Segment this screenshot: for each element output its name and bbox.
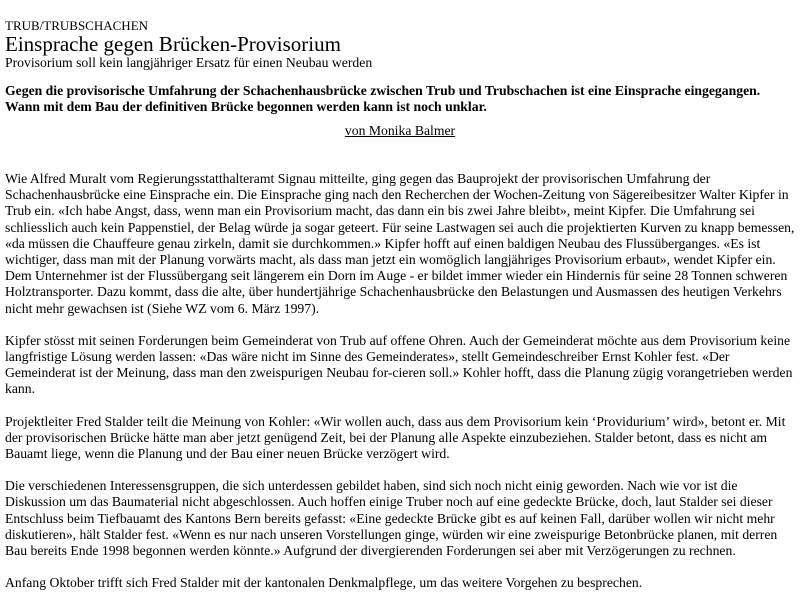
author-link[interactable]: von Monika Balmer [344,123,456,138]
article-paragraph-3: Projektleiter Fred Stalder teilt die Meinung von Kohler: «Wir wollen auch, dass aus dem Provisorium kein ‘Providurium’ wird», betont er. Mit der provisorischen Brücke hätte man aber jetzt genügend Zeit, bei der Planung alle Aspekte einzubeziehen. Stalder betont, dass es nicht am Bauamt liege, wenn die Planung und der Bau einer neuen Brücke verzögert wird. [5,413,786,462]
article-headline: Einsprache gegen Brücken-Provisorium [5,32,341,56]
article-paragraph-2: Kipfer stösst mit seinen Forderungen beim Gemeinderat von Trub auf offene Ohren. Auch der Gemeinderat möchte aus dem Provisorium keine langfristige Lösung werden lassen: «Das wäre nicht im Sinne des Gemeinderates», stellt Gemeindeschreiber Ernst Kohler fest. «Der Gemeinderat ist der Meinung, dass man den zweispurigen Neubau for-cieren soll.» Kohler hofft, dass die Planung zügig vorangetrieben werden kann. [5,332,793,397]
article-paragraph-1: Wie Alfred Muralt vom Regierungsstatthalteramt Signau mitteilte, ging gegen das Bauprojekt der provisorischen Umfahrung der Schachenhausbrücke eine Einsprache ein. Die Einsprache ging nach den Recherchen der Wochen-Zeitung von Sägereibesitzer Walter Kipfer in Trub ein. «Ich habe Angst, dass, wenn man ein Provisorium macht, das dann ein bis zwei Jahre bleibt», meint Kipfer. Die Umfahrung sei schliesslich auch kein Pappenstiel, der Belag würde ja sogar geteert. Für seine Lastwagen sei auch die projektierten Kurven zu knapp bemessen, «da müssen die Chauffeure genau zirkeln, damit sie durchkommen.» Kipfer hofft auf einen baldigen Neubau des Flussüberganges. «Es ist wichtiger, dass man mit der Planung vorwärts macht, als dass man jetzt ein womöglich langjähriges Provisorium erbaut», wendet Kipfer ein. Dem Unternehmer ist der Flussübergang seit längerem ein Dorn im Auge - er bildet immer wieder ein Hindernis für seine 28 Tonnen schweren Holztransporter. Dazu kommt, dass die alte, über hundertjährige Schachenhausbrücke den Belastungen und Ausmassen des heutigen Verkehrs nicht mehr gewachsen ist (Siehe WZ vom 6. März 1997). [5,171,795,316]
article-paragraph-5: Anfang Oktober trifft sich Fred Stalder mit der kantonalen Denkmalpflege, um das weitere Vorgehen zu besprechen. [5,575,643,591]
article-paragraph-4: Die verschiedenen Interessensgruppen, die sich unterdessen gebildet haben, sind sich noch nicht einig geworden. Nach wie vor ist die Diskussion um das Baumaterial nicht abgeschlossen. Auch hoffen einige Truber noch auf eine gedeckte Brücke, doch, laut Stalder sei dieser Entschluss beim Tiefbauamt des Kantons Bern bereits gefasst: «Eine gedeckte Brücke gibt es auf keinen Fall, darüber wollen wir nicht mehr diskutieren», hält Stalder fest. «Wenn es nur nach unseren Vorstellungen ginge, würden wir eine zweispurige Betonbrücke planen, mit derren Bau bereits Ende 1998 begonnen werden könnte.» Aufgrund der divergierenden Forderungen sei aber mit Verzögerungen zu rechnen. [5,478,778,559]
article-byline [5,123,795,139]
article-subhead: Provisorium soll kein langjähriger Ersatz für einen Neubau werden [5,55,373,70]
article-lead: Gegen die provisorische Umfahrung der Schachenhausbrücke zwischen Trub und Trubschachen ist eine Einsprache eingegangen. Wann mit dem Bau der definitiven Brücke begonnen werden kann ist noch unklar. [5,83,761,114]
article [5,18,795,607]
article-kicker: TRUB/TRUBSCHACHEN [5,18,149,33]
